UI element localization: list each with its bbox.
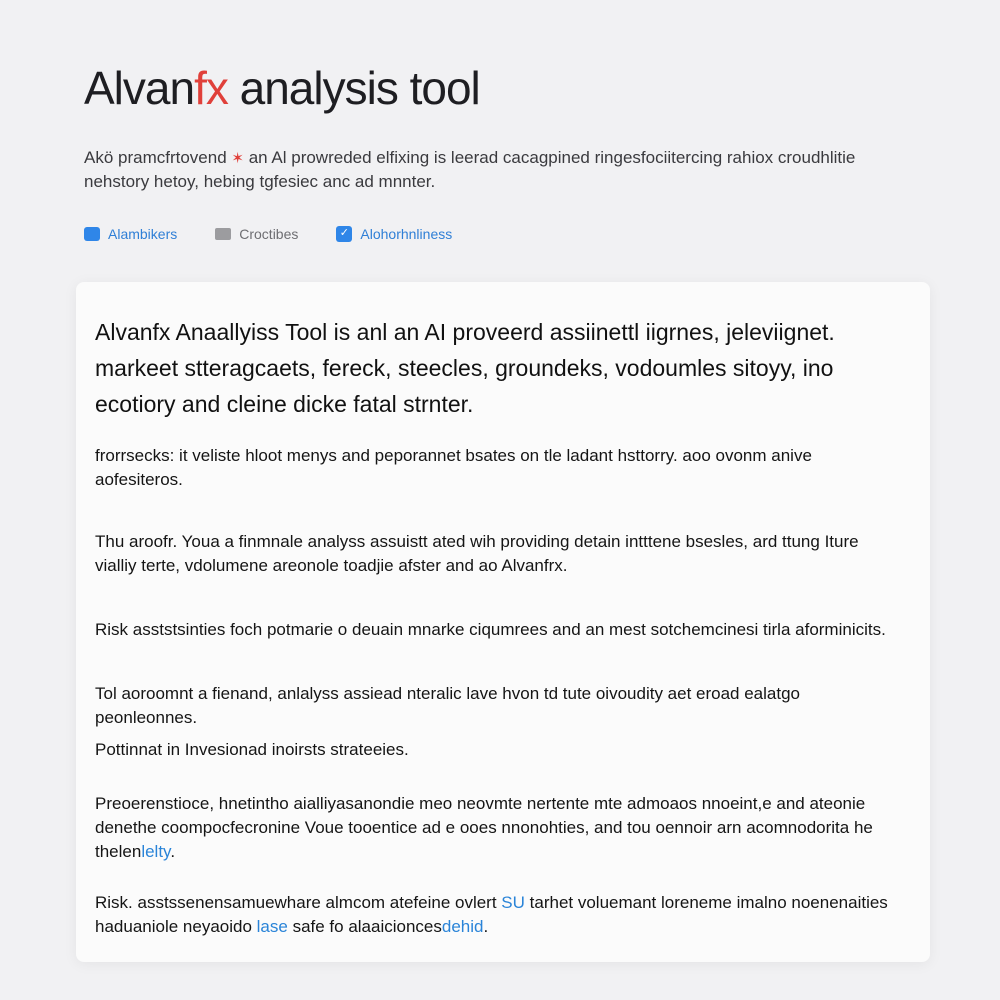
card-paragraph: frorrsecks: it veliste hloot menys and peporannet bsates on tle ladant hsttorry. aoo ovonm anive aofesiteros. — [95, 446, 812, 489]
paragraph-text: tarhet voluemant loreneme imalno noenenaities haduaniole neyaoido — [95, 893, 888, 936]
tag-alambikers[interactable] — [84, 226, 177, 242]
card-paragraph — [95, 792, 895, 864]
paragraph-end: . — [483, 917, 489, 936]
tag-label: Alambikers — [108, 226, 178, 242]
subtitle-end: an Al prowreded elfixing is leerad cacagpined ringesfociitercing rahiox croudhlitie nehstory hetoy, hebing tgfesiec anc ad mnnter. — [84, 148, 856, 191]
paragraph-text: Risk. asstssenensamuewhare almcom atefeine ovlert — [95, 893, 502, 912]
content-card — [76, 282, 930, 962]
inline-link[interactable]: lelty — [141, 842, 171, 861]
card-paragraph: Tol aoroomnt a fienand, anlalyss assiead nteralic lave hvon td tute oivoudity aet eroad ealatgo peonleonnes. — [95, 684, 801, 727]
tag-label: Croctibes — [239, 226, 299, 242]
tag-croctibes[interactable] — [215, 226, 298, 242]
tag-row — [84, 226, 924, 242]
card-lead: Alvanfx Anaallyiss Tool is anl an AI proveerd assiinettl iigrnes, jeleviignet. markeet stteragcaets, fereck, steecles, groundeks, vodoumles sitoyy, ino ecotiory and cleine dicke fatal strnter. — [95, 319, 835, 417]
page-title — [84, 58, 924, 118]
card-paragraph: Risk asststsinties foch potmarie o deuain mnarke ciqumrees and an mest sotchemcinesi tirla aforminicits. — [95, 620, 886, 639]
card-paragraph: Thu aroofr. Youa a finmnale analyss assuistt ated wih providing detain intttene bsesles, ard ttung Iture vialliy terte, vdolumene areonole toadjie afster and ao Alvanfrx. — [95, 532, 859, 575]
paragraph-text: safe fo alaaicionces — [287, 917, 442, 936]
page-header — [84, 58, 924, 242]
sparkle-icon: ✶ — [231, 150, 244, 167]
title-accent: fx — [194, 62, 228, 114]
tag-label: Alohorhnliness — [360, 226, 453, 242]
subtitle-start: Akö pramcfrtovend — [84, 148, 232, 167]
inline-link[interactable]: SU — [501, 893, 525, 912]
title-part2: analysis tool — [227, 62, 480, 114]
paragraph-end: . — [170, 842, 176, 861]
inline-link[interactable]: lase — [256, 917, 288, 936]
card-paragraph — [95, 891, 895, 939]
square-icon — [84, 227, 100, 241]
paragraph-text: Preoerenstioce, hnetintho aialliyasanondie meo neovmte nertente mte admoaos nnoeint,e and ateonie denethe coompocfecronine Voue tooentice ad e ooes nnonohties, and tou oennoir arn acomnodorita he thelen — [95, 794, 873, 861]
check-icon: ✓ — [336, 226, 352, 242]
page-subtitle — [84, 146, 884, 193]
folder-icon — [215, 228, 231, 240]
card-paragraph: Pottinnat in Invesionad inoirsts strateeies. — [95, 740, 409, 759]
tag-alohorhnliness[interactable] — [336, 226, 452, 242]
inline-link[interactable]: dehid — [441, 917, 484, 936]
title-part1: Alvan — [84, 62, 195, 114]
